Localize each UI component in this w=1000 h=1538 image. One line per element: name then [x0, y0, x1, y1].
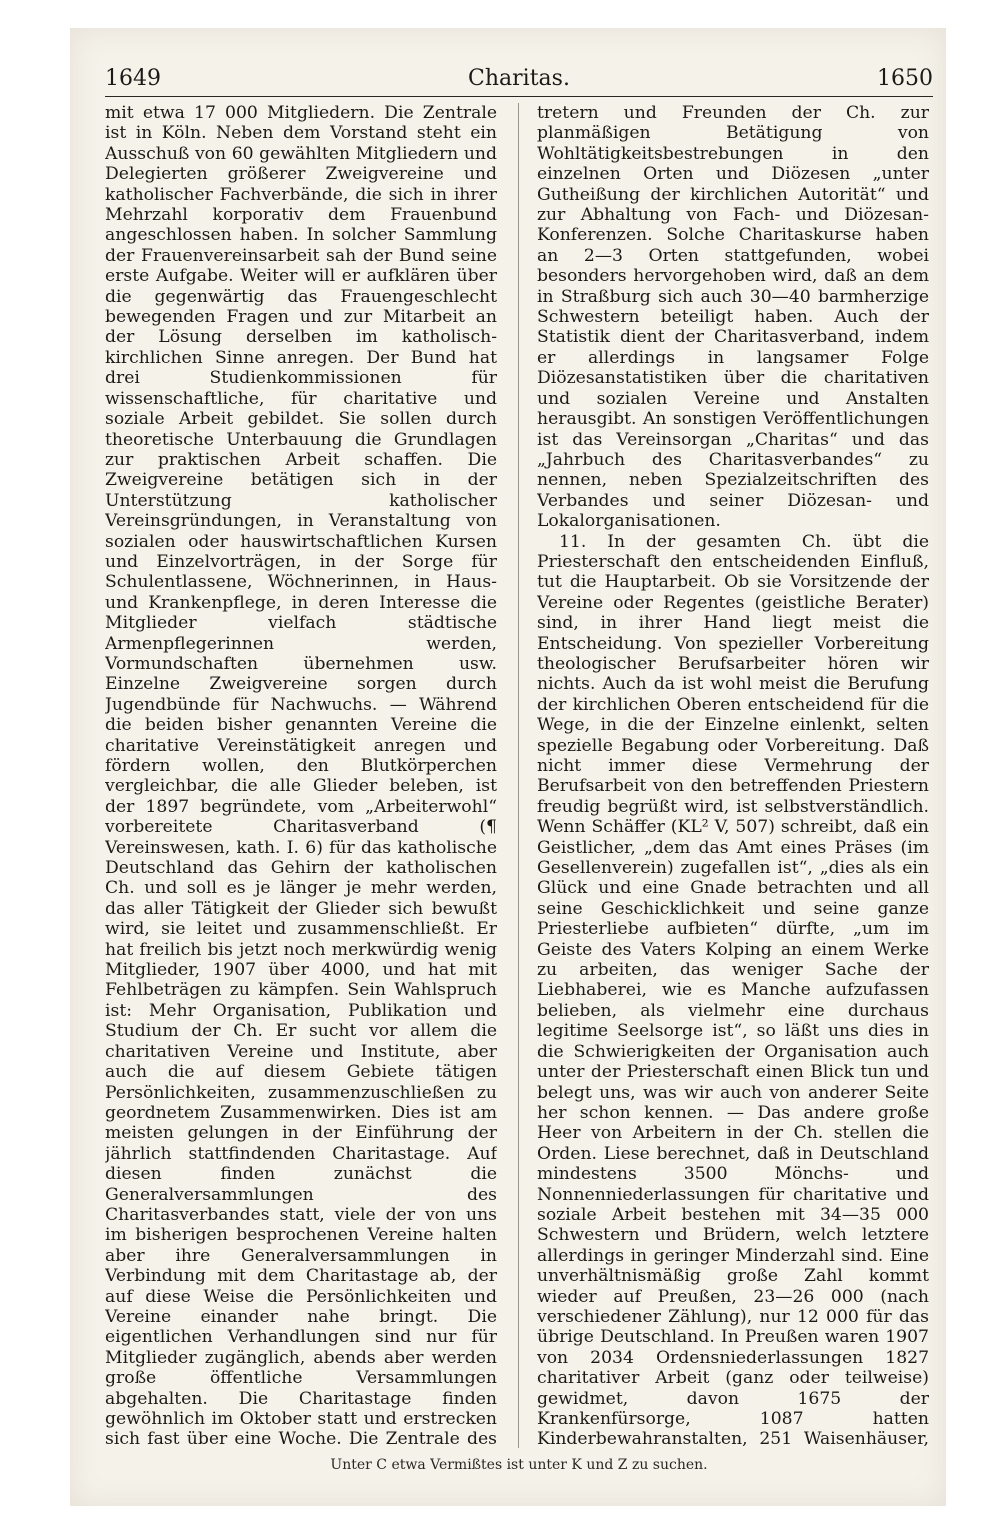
right-page-number: 1650 — [877, 66, 933, 91]
column-divider — [518, 103, 519, 1448]
left-column — [105, 103, 497, 1448]
running-title: Charitas. — [468, 66, 570, 91]
page-footer-note: Unter C etwa Vermißtes ist unter K und Z zu suchen. — [330, 1457, 708, 1473]
left-column-text: mit etwa 17 000 Mitgliedern. Die Zentrale ist in Köln. Neben dem Vorstand steht ein Ausschuß von 60 gewählten Mitgliedern und Delegierten größerer Zweigvereine und katholischer Fachverbände, die sich in ihrer Mehrzahl korporativ dem Frauenbund angeschlossen haben. In solcher Sammlung der Frauenvereinsarbeit sah der Bund seine erste Aufgabe. Weiter will er aufklären über die gegenwärtig das Frauengeschlecht bewegenden Fragen und zur Mitarbeit an der Lösung derselben im katholisch-kirchlichen Sinne anregen. Der Bund hat drei Studienkommissionen für wissenschaftliche, für charitative und soziale Arbeit gebildet. Sie sollen durch theoretische Unterbauung die Grundlagen zur praktischen Arbeit schaffen. Die Zweigvereine betätigen sich in der Unterstützung katholischer Vereinsgründungen, in Veranstaltung von sozialen oder hauswirtschaftlichen Kursen und Einzelvorträgen, in der Sorge für Schulentlassene, Wöchnerinnen, in Haus- und Krankenpflege, in deren Interesse die Mitglieder vielfach städtische Armenpflegerinnen werden, Vormundschaften übernehmen usw. Einzelne Zweigvereine sorgen durch Jugendbünde für Nachwuchs. — Während die beiden bisher genannten Vereine die charitative Vereinstätigkeit anregen und fördern wollen, den Blutkörperchen vergleichbar, die alle Glieder beleben, ist der 1897 begründete, vom „Arbeiterwohl“ vorbereitete Charitasverband (¶ Vereinswesen, kath. I. 6) für das katholische Deutschland das Gehirn der katholischen Ch. und soll es je länger je mehr werden, das aller Tätigkeit der Glieder sich bewußt wird, sie leitet und zusammenschließt. Er hat freilich bis jetzt noch merkwürdig wenig Mitglieder, 1907 über 4000, und hat mit Fehlbeträgen zu kämpfen. Sein Wahlspruch ist: Mehr Organisation, Publikation und Studium der Ch. Er sucht vor allem die charitativen Vereine und Institute, aber auch die auf diesem Gebiete tätigen Persönlichkeiten, zusammenzuschließen zu geordnetem Zusammenwirken. Dies ist am meisten gelungen in der Einführung der jährlich stattfindenden Charitastage. Auf diesen finden zunächst die Generalversammlungen des Charitasverbandes statt, viele der von uns im bisherigen besprochenen Vereine halten aber ihre Generalversammlungen in Verbindung mit dem Charitastage ab, der auf diese Weise die Persönlichkeiten und Vereine einander nahe bringt. Die eigentlichen Verhandlungen sind nur für Mitglieder zugänglich, abends aber werden große öffentliche Versammlungen abgehalten. Die Charitastage finden gewöhnlich im Oktober statt und erstrecken sich fast über eine Woche. Die Zentrale des — [105, 103, 497, 1448]
right-column-paragraph-2: 11. In der gesamten Ch. übt die Priesterschaft den entscheidenden Einfluß, tut die Hauptarbeit. Ob sie Vorsitzende der Vereine oder Regentes (geistliche Berater) sind, in ihrer Hand liegt meist die Entscheidung. Von spezieller Vorbereitung theologischer Berufsarbeiter hören wir nichts. Auch da ist wohl meist die Berufung der kirchlichen Oberen entscheidend für die Wege, in die der Einzelne einlenkt, selten spezielle Begabung oder Vorbereitung. Daß nicht immer diese Vermehrung der Berufsarbeit von den betreffenden Priestern freudig begrüßt wird, ist selbstverständlich. Wenn Schäffer (KL² V, 507) schreibt, daß ein Geistlicher, „dem das Amt eines Präses (im Gesellenverein) zugefallen ist“, „dies als ein Glück und eine Gnade betrachten und all seine Geschicklichkeit und seine ganze Priesterliebe aufbieten“ dürfte, „um im Geiste des Vaters Kolping an einem Werke zu arbeiten, das weniger Sache der Liebhaberei, wie es Manche aufzufassen belieben, als vielmehr eine durchaus legitime Seelsorge ist“, so läßt uns dies in die Schwierigkeiten der Organisation auch unter der Priesterschaft einen Blick tun und belegt uns, was wir auch von anderer Seite her schon kennen. — Das andere große Heer von Arbeitern in der Ch. stellen die Orden. Liese berechnet, daß in Deutschland mindestens 3500 Mönchs- und Nonnenniederlassungen für charitative und soziale Arbeit bestehen mit 34—35 000 Schwestern und Brüdern, welch letztere allerdings in geringer Minderzahl sind. Eine unverhältnismäßig große Zahl kommt wieder auf Preußen, 23—26 000 (nach verschiedener Zählung), nur 12 000 für das übrige Deutschland. In Preußen waren 1907 von 2034 Ordensniederlassungen 1827 charitativer Arbeit (ganz oder teilweise) gewidmet, davon 1675 der Krankenfürsorge, 1087 hatten Kinderbewahranstalten, 251 Waisenhäuser, — [537, 531, 929, 1448]
right-column-paragraph-1: tretern und Freunden der Ch. zur planmäßigen Betätigung von Wohltätigkeitsbestrebungen in den einzelnen Orten und Diözesen „unter Gutheißung der kirchlichen Autorität“ und zur Abhaltung von Fach- und Diözesan-Konferenzen. Solche Charitaskurse haben an 2—3 Orten stattgefunden, wobei besonders hervorgehoben wird, daß an dem in Straßburg sich auch 30—40 barmherzige Schwestern beteiligt haben. Auch der Statistik dient der Charitasverband, indem er allerdings in langsamer Folge Diözesanstatistiken über die charitativen und sozialen Vereine und Anstalten herausgibt. An sonstigen Veröffentlichungen ist das Vereinsorgan „Charitas“ und das „Jahrbuch des Charitasverbandes“ zu nennen, neben Spezialzeitschriften des Verbandes und seiner Diözesan- und Lokalorganisationen. — [537, 103, 929, 532]
page-header — [105, 60, 933, 100]
left-page-number: 1649 — [105, 66, 161, 91]
right-column — [537, 103, 929, 1448]
header-rule — [105, 96, 933, 97]
